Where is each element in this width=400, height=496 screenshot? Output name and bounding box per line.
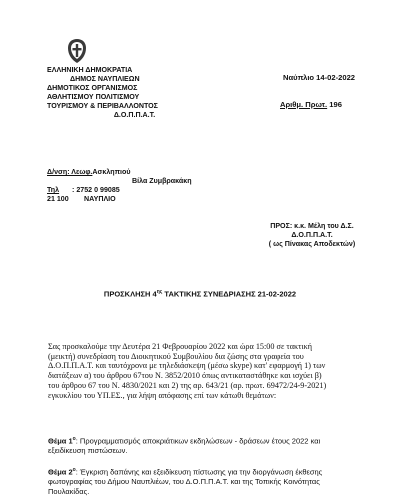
address-line [47,168,192,177]
issuer-line: ΕΛΛΗΝΙΚΗ ΔΗΜΟΚΡΑΤΙΑ [47,66,133,74]
greek-coat-of-arms-icon [66,38,88,64]
body-line: Σας προσκαλούμε την Δευτέρα 21 Φεβρουαρίου 2022 και ώρα 15:00 σε τακτική [48,342,313,351]
protocol-number: 196 [329,100,342,109]
agenda-item-line: φωτογραφίας του Δήμου Ναυπλιέων, του Δ.Ο.Π.Π.Α.Τ. και της Τοπικής Κοινότητας [48,477,320,487]
phone-value: : 2752 0 99085 [72,186,120,195]
issuer-line: ΔΗΜΟΤΙΚΟΣ ΟΡΓΑΝΙΣΜΟΣ [47,84,138,93]
body-line: Δ.Ο.Π.Π.Α.Τ. και ταυτόχρονα με τηλεδιάσκεψη (μέσω skype) κατ' εφαρμογή 1) των [48,361,326,371]
body-line: του άρθρου 67 του Ν. 4830/2021 και 2) της αρ. 643/21 (αρ. πρωτ. 69472/24-9-2021) [48,380,327,390]
contact-block [47,168,192,204]
recipients-line: ΠΡΟΣ: κ.κ. Μέλη του Δ.Σ. [270,222,354,230]
phone-label: Τηλ [47,186,60,195]
body-line: διατάξεων α) του άρθρου 67του Ν. 3852/2010 όπως αντικαταστάθηκε και ισχύει β) [48,371,322,381]
agenda-item-label: Θέμα 1 [48,436,73,446]
body-line: εγκυκλίου του ΥΠ.ΕΣ., για λήψη απόφασης επί των κάτωθι θεμάτων: [48,390,277,400]
postal-line [47,195,192,204]
agenda-item-1 [48,435,368,456]
agenda-item-line: Θέμα $2^o$: Έγκριση δαπάνης και εξειδίκευση πίστωσης για την διοργάνωση έκθεσης [48,467,323,477]
protocol-label: Αριθμ. Πρωτ. [280,100,328,109]
body-line: (μεικτή) συνεδρίαση του Διοικητικού Συμβουλίου δια ζώσης στα γραφεία του [48,351,304,361]
agenda-item-line: Πουλακίδας. [48,486,90,496]
document-date: Ναύπλιο 14-02-2022 [283,73,356,82]
zip-code: 21 100 [47,195,69,204]
agenda-item-label: Θέμα 2 [48,467,73,477]
issuer-line: Δ.Ο.Π.Π.Α.Τ. [113,111,156,120]
agenda-item-line: εξειδίκευση πιστώσεων. [48,446,128,456]
address-place: Βίλα Ζυμβρακάκη [132,177,192,186]
issuer-line: ΔΗΜΟΣ ΝΑΥΠΛΙΕΩΝ [70,75,140,84]
invitation-title: ΠΡΟΣΚΛΗΣΗ $4^{\eta\varsigma}$ ΤΑΚΤΙΚΗΣ ΣΥΝΕΔΡΙΑΣΗΣ 21-02-2022 [103,289,297,299]
recipients-line: Δ.Ο.Π.Π.Α.Τ. [291,231,333,240]
invitation-body [48,342,368,400]
phone-line [47,186,192,195]
address-street: Ασκληπιού [92,168,131,176]
address-label: Δ/νση: Λεωφ. [47,168,93,176]
recipients-block [262,222,362,250]
agenda-item-line: Θέμα $1^o$: Προγραμματισμός αποκριάτικων εκδηλώσεων - δράσεων έτους 2022 και [48,436,321,446]
agenda-item-2 [48,466,368,496]
protocol-line [280,100,342,109]
issuer-line: ΑΘΛΗΤΙΣΜΟΥ ΠΟΛΙΤΙΣΜΟΥ [47,93,140,102]
issuer-line: ΤΟΥΡΙΣΜΟΥ & ΠΕΡΙΒΑΛΛΟΝΤΟΣ [47,102,158,111]
issuer-block [47,66,222,121]
city: ΝΑΥΠΛΙΟ [84,195,116,204]
recipients-line: ( ως Πίνακας Αποδεκτών) [268,240,356,249]
